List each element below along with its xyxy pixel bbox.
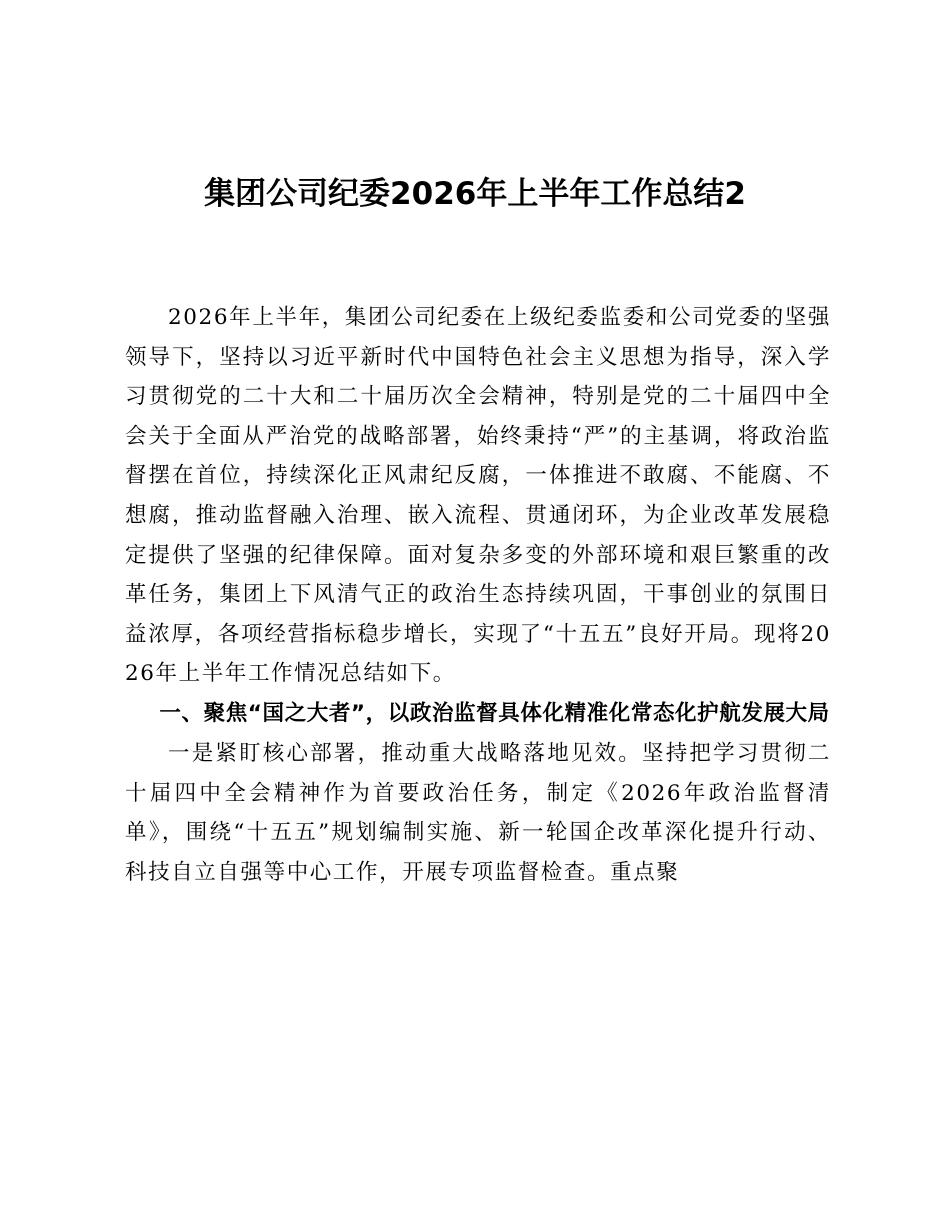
section-heading: 一、聚焦“国之大者”，以政治监督具体化精准化常态化护航发展大局: [159, 700, 830, 726]
document-body: [125, 298, 831, 892]
document-title: 集团公司纪委2026年上半年工作总结2: [204, 176, 746, 212]
intro-paragraph: 2026年上半年，集团公司纪委在上级纪委监委和公司党委的坚强领导下，坚持以习近平新时代中国特色社会主义思想为指导，深入学习贯彻党的二十大和二十届历次全会精神，特别是党的二十届四中全会关于全面从严治党的战略部署，始终秉持“严”的主基调，将政治监督摆在首位，持续深化正风肃纪反腐，一体推进不敢腐、不能腐、不想腐，推动监督融入治理、嵌入流程、贯通闭环，为企业改革发展稳定提供了坚强的纪律保障。面对复杂多变的外部环境和艰巨繁重的改革任务，集团上下风清气正的政治生态持续巩固，干事创业的氛围日益浓厚，各项经营指标稳步增长，实现了“十五五”良好开局。现将2026年上半年工作情况总结如下。: [125, 305, 831, 687]
section-paragraph: 一是紧盯核心部署，推动重大战略落地见效。坚持把学习贯彻二十届四中全会精神作为首要政治任务，制定《2026年政治监督清单》，围绕“十五五”规划编制实施、新一轮国企改革深化提升行动、科技自立自强等中心工作，开展专项监督检查。重点聚: [125, 740, 831, 885]
